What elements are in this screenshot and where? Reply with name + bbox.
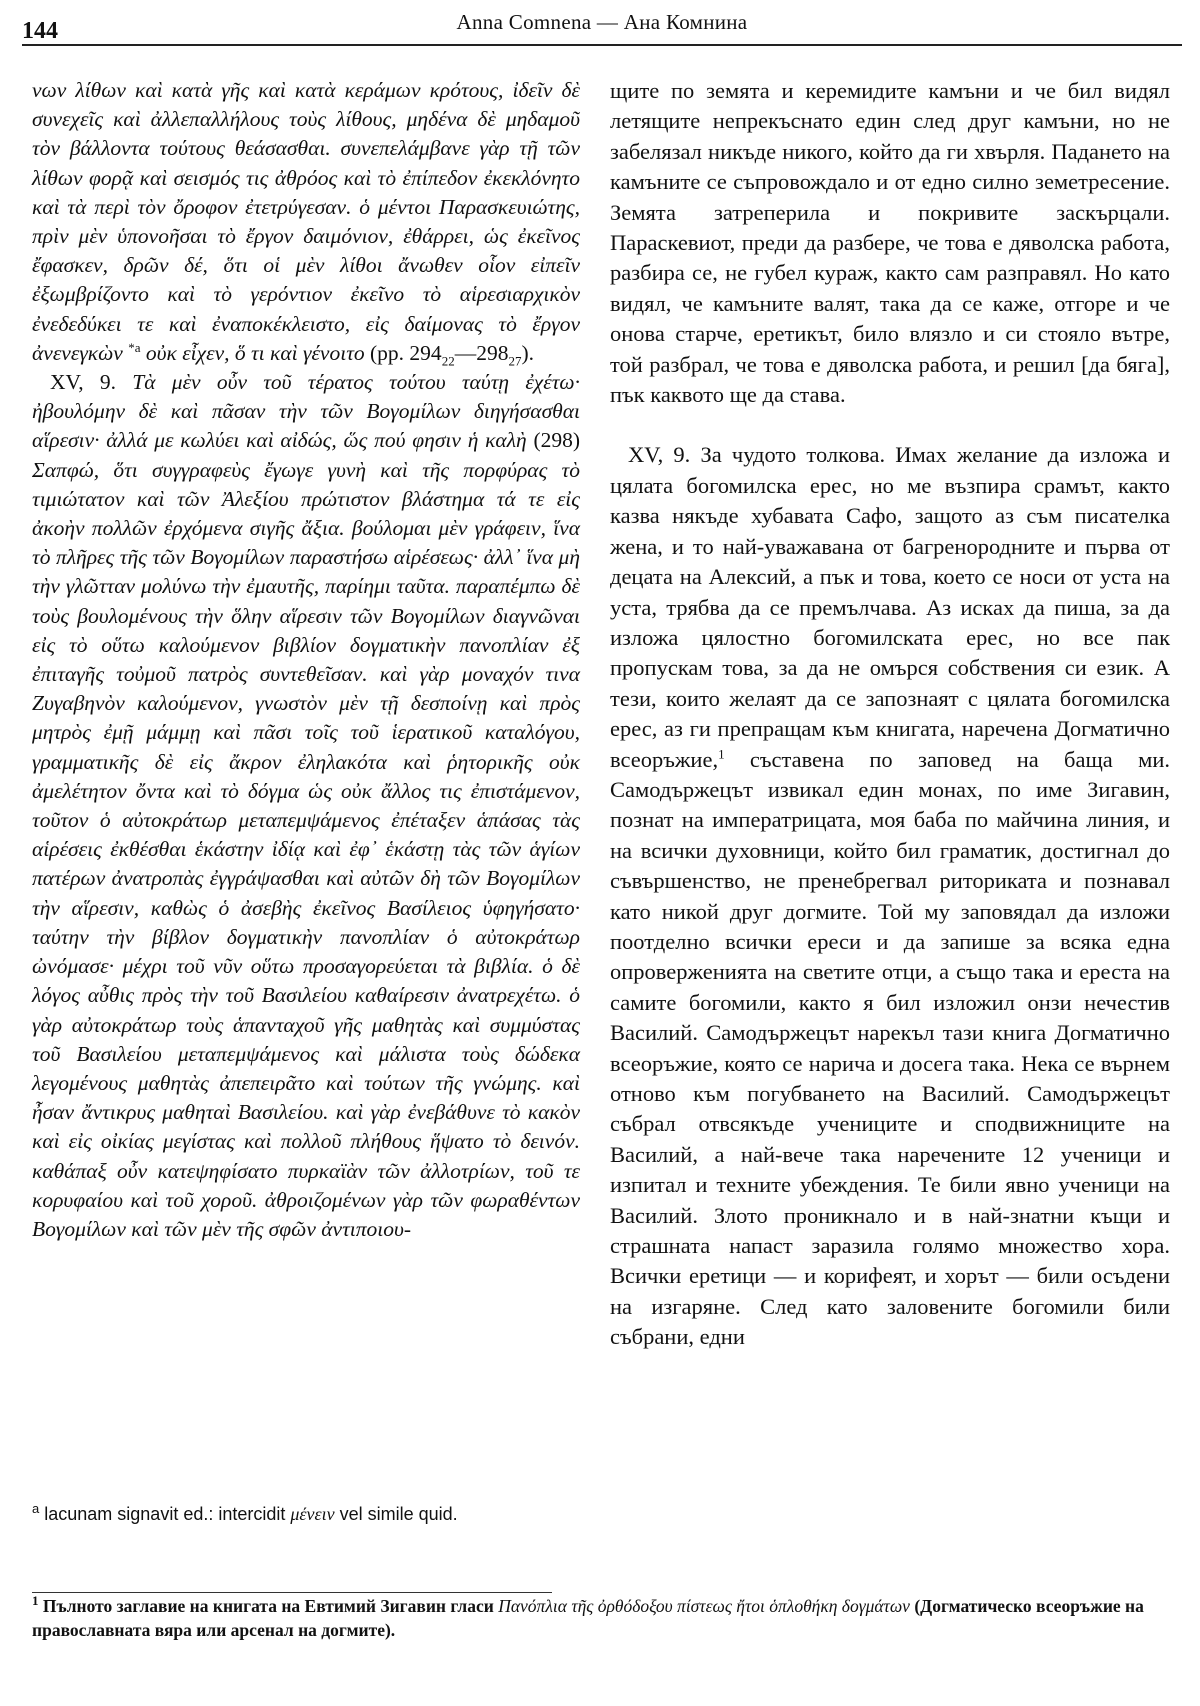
section-reference: XV, 9. (50, 370, 117, 395)
page-number: 144 (22, 18, 58, 44)
greek-text: νων λίθων καὶ κατὰ γῆς καὶ κατὰ κεράμων κρότους, ἰδεῖν δὲ συνεχεῖς καὶ ἀλλεπαλλήλους τοὺς λίθους, μηδένα δὲ μηδαμοῦ τὸν βάλλοντα τούτους θεάσασθαι. συνεπελάμβανε γὰρ τῇ τῶν λίθων φορᾷ καὶ σεισμός τις ἀθρόος καὶ τὸ ἐπίπεδον ἐκεκλόνητο καὶ τὰ περὶ τὸν ὄροφον ἐτετρύγεσαν. ὁ μέντοι Παρασκευιώτης, πρὶν μὲν ὑπονοῆσαι τὸ ἔργον δαιμόνιον, ἐθάρρει, ὡς ἐκεῖνος ἔφασκεν, δρῶν δέ, ὅτι οἱ μὲν λίθοι ἄνωθεν οἷον εἰπεῖν ἐξωμβρίζοντο καὶ τὸ γερόντιον ἐκεῖνο τὸ αἱρεσιαρχικὸν ἐνεδεδύκει τε καὶ ἐναποκέκλειστο, εἰς δαίμονας τὸ ἔργον ἀνενεγκὼν (32, 78, 580, 365)
footnote-divider (32, 1592, 552, 1593)
running-head: Anna Comnena — Ана Комнина (456, 10, 748, 34)
translation-paragraph-1: щите по земята и керемидите камъни и че бил видял летящите непрекъснато един след друг камъни, но не забелязал никъде никого, който да ги хвърля. Падането на камъните се съпровождало и от едно силно земетресение. Земята затреперила и покривите заскърцали. Параскевиот, преди да разбере, че това е дяволска работа, разбира се, не губел кураж, както сам разправял. Но като видял, че камъните валят, така да се каже, отгоре и че онова старче, еретикът, било влязло и си стояло вътре, той разбрал, че това е дяволска работа, и решил [да бяга], пък каквото ще да става. (610, 78, 1170, 408)
greek-text-column (32, 76, 580, 1244)
page-reference: (pp. $294_{22}—298_{27}$). (370, 340, 534, 369)
lacuna-mark: *a (128, 339, 141, 355)
page-header (22, 4, 1182, 46)
greek-text: Τὰ μὲν οὖν τοῦ τέρατος τούτου ταύτῃ ἐχέτω· ἠβουλόμην δὲ καὶ πᾶσαν τὴν τῶν Βογομίλων διηγήσασθαι αἵρεσιν· ἀλλά με κωλύει καὶ αἰδώς, ὥς πού φησιν ἡ καλὴ (32, 370, 580, 453)
translation-paragraph-2: XV, 9. За чудото толкова. Имах желание да изложа и цялата богомилска ерес, но ме възпира срамът, както казва някъде хубавата Сафо, защото аз съм писателка жена, и то най-уважавана от багренородните и първа от децата на Алексий, а пък и това, което се носи от уста на уста, трябва да се премълчава. Аз исках да пиша, за да изложа цялостно богомилската ерес, но все пак пропускам това, за да не омърся собствения си език. А тези, които желаят да се запознаят с цялата богомилска ерес, аз ги препращам към книгата, наречена Догматично всеоръжие,$^1$ съставена по заповед на баща ми. Самодържецът извикал един монах, по име Зигавин, познат на императрицата, моя баба по майчина линия, и на всички духовници, който бил граматик, достигнал до съвършенство, не пренебрегвал риториката и познавал като никой друг догмите. Той му заповядал да изложи поотделно всички ереси и да запише за всяка една опроверженията на светите отци, а също така и ереста на самите богомили, както я бил изложил онзи нечестив Василий. Самодържецът нарекъл тази книга Догматично всеоръжие, която се нарича и досега така. Нека се върнем отново към погубването на Василий. Самодържецът събрал отвсякъде учениците и сподвижниците на Василий, а най-вече така наречените 12 ученици и изпитал и техните убеждения. Те били явно ученици на Василий. Злото проникнало и в най-знатни къщи и страшната напаст заразила голямо множество хора. Всички еретици — и корифеят, и хорът — били осъдени на изгаряне. След като заловените богомили били събрани, едни (610, 442, 1170, 1350)
translation-footnote: $^1$ Пълното заглавие на книгата на Евтимий Зигавин гласи Πανόπλια τῆς ὀρθόδοξου πίστεως ἤτοι ὁπλοθήκη δογμάτων (Догматическо всеоръжие на православната вяра или арсенал на догмите). (32, 1593, 1144, 1640)
greek-paragraph-2 (32, 368, 580, 1244)
greek-text: οὐκ εἶχεν, ὅ τι καὶ γένοιτο (145, 340, 365, 365)
greek-paragraph-1 (32, 76, 580, 368)
apparatus-footnote: $^a$ lacunam signavit ed.: intercidit μένειν vel simile quid. (32, 1501, 458, 1524)
page-marker: (298) (533, 428, 581, 453)
footnote-reference: 1 (718, 746, 725, 762)
bulgarian-translation-column (610, 76, 1170, 1353)
greek-text: Σαπφώ, ὅτι συγγραφεὺς ἔγωγε γυνὴ καὶ τῆς πορφύρας τὸ τιμιώτατον καὶ τῶν Ἀλεξίου πρώτιστον βλάστημα τά τε εἰς ἀκοὴν πολλῶν ἐρχόμενα σιγῆς ἄξια. βούλομαι μὲν γράφειν, ἵνα τὸ πλῆρες τῆς τῶν Βογομίλων παραστήσω αἱρέσεως· ἀλλ᾽ ἵνα μὴ τὴν γλῶτταν μολύνω τὴν ἐμαυτῆς, παρίημι ταῦτα. παραπέμπω δὲ τοὺς βουλομένους τὴν ὅλην αἵρεσιν τῶν Βογομίλων διαγνῶναι εἰς τὸ οὕτω καλούμενον βιβλίον δογματικὴν πανοπλίαν ἐξ ἐπιταγῆς τοὐμοῦ πατρὸς συντεθεῖσαν. καὶ γὰρ μοναχόν τινα Ζυγαβηνὸν καλούμενον, γνωστὸν μὲν τῇ δεσποίνῃ καὶ πρὸς μητρὸς ἐμῇ μάμμῃ καὶ πᾶσι τοῖς τοῦ ἱερατικοῦ καταλόγου, γραμματικῆς δὲ εἰς ἄκρον ἐληλακότα καὶ ῥητορικῆς οὐκ ἀμελέτητον ὄντα καὶ τὸ δόγμα ὡς οὐκ ἄλλος τις ἐπιστάμενον, τοῦτον ὁ αὐτοκράτωρ μεταπεμψάμενος ἐπέταξεν ἁπάσας τὰς αἱρέσεις ἐκθέσθαι ἑκάστην ἰδίᾳ καὶ ἐφ᾽ ἑκάστῃ τὰς τῶν ἁγίων πατέρων ἀνατροπὰς ἐγγράψασθαι καὶ αὐτῶν δὴ τῶν Βογομίλων τὴν αἵρεσιν, καθὼς ὁ ἀσεβὴς ἐκεῖνος Βασίλειος ὑφηγήσατο· ταύτην τὴν βίβλον δογματικὴν πανοπλίαν ὁ αὐτοκράτωρ ὠνόμασε· μέχρι τοῦ νῦν οὕτω προσαγορεύεται τὰ βιβλία. ὁ δὲ λόγος αὖθις πρὸς τὴν τοῦ Βασιλείου καθαίρεσιν ἀνατρεχέτω. ὁ γὰρ αὐτοκράτωρ τοὺς ἁπανταχοῦ γῆς μαθητὰς καὶ συμμύστας τοῦ Βασιλείου μεταπεμψάμενος καὶ μάλιστα τοὺς δώδεκα λεγομένους μαθητὰς ἀπεπειρᾶτο καὶ τούτων τῆς γνώμης. καὶ ἦσαν ἄντικρυς μαθηταὶ Βασιλείου. καὶ γὰρ ἐνεβάθυνε τὸ κακὸν καὶ εἰς οἰκίας μεγίστας καὶ πολλοῦ πλήθους ἥψατο τὸ δεινόν. καθάπαξ οὖν κατεψηφίσατο πυρκαϊὰν τῶν ἀλλοτρίων, τοῦ τε κορυφαίου καὶ τοῦ χοροῦ. ἀθροιζομένων γὰρ τῶν φωραθέντων Βογομίλων καὶ τῶν μὲν τῆς σφῶν ἀντιποιου- (32, 457, 580, 1241)
